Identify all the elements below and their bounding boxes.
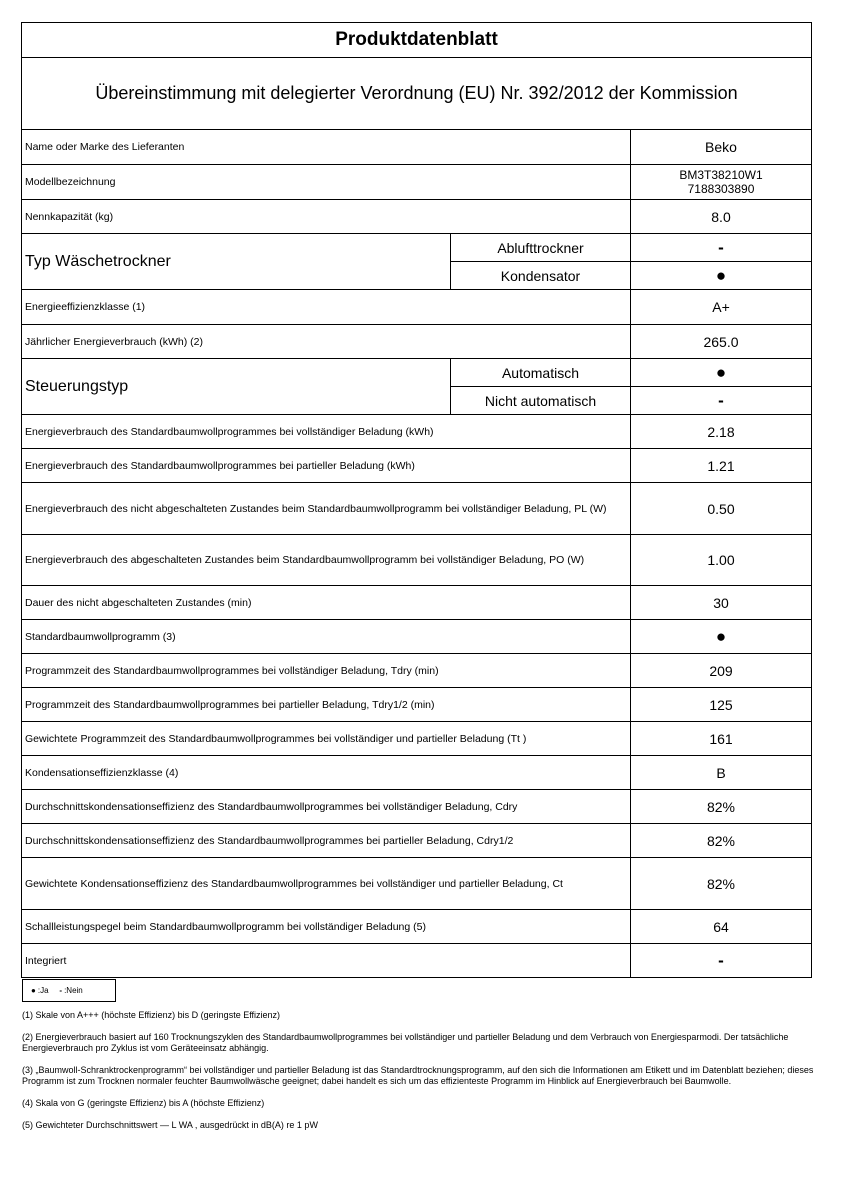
row-value: 0.50 — [631, 483, 812, 535]
row-value: 2.18 — [631, 415, 812, 449]
annual-energy-value: 265.0 — [631, 325, 812, 359]
energy-class-label: Energieeffizienzklasse (1) — [22, 290, 631, 325]
row-label: Durchschnittskondensationseffizienz des Standardbaumwollprogrammes bei partieller Beladung, Cdry1/2 — [22, 824, 631, 858]
row-label: Kondensationseffizienzklasse (4) — [22, 756, 631, 790]
dryer-type-option: Ablufttrockner — [451, 234, 631, 262]
row-label: Dauer des nicht abgeschalteten Zustandes (min) — [22, 586, 631, 620]
footnote: (3) „Baumwoll-Schranktrockenprogramm“ bei vollständiger und partieller Beladung ist das Standardtrocknungsprogramm, auf den sich die Informationen am Etikett und im Datenblatt beziehen; dieses Programm ist zum Trocknen normaler feuchter Baumwollwäsche geeignet; dabei handelt es sich um das effizienteste Programm im Hinblick auf Energieverbrauch bei Baumwolle. — [22, 1065, 814, 1086]
footnote: (4) Skala von G (geringste Effizienz) bis A (höchste Effizienz) — [22, 1098, 265, 1108]
energy-class-value: A+ — [631, 290, 812, 325]
table-row — [22, 325, 812, 359]
table-row — [22, 688, 812, 722]
row-value: - — [631, 944, 812, 978]
dryer-type-label: Typ Wäschetrockner — [22, 234, 451, 290]
row-label: Integriert — [22, 944, 631, 978]
yes-label: :Ja — [37, 986, 49, 995]
yes-bullet-icon: ● — [31, 986, 36, 995]
supplier-value: Beko — [631, 130, 812, 165]
table-row — [22, 620, 812, 654]
row-value: 161 — [631, 722, 812, 756]
no-dash-icon: - — [59, 986, 63, 995]
row-label: Schallleistungspegel beim Standardbaumwollprogramm bei vollständiger Beladung (5) — [22, 910, 631, 944]
control-type-label: Steuerungstyp — [22, 359, 451, 415]
table-row — [22, 858, 812, 910]
capacity-label: Nennkapazität (kg) — [22, 200, 631, 234]
page-title: Produktdatenblatt — [22, 23, 812, 58]
title-row — [22, 23, 812, 58]
model-code: 7188303890 — [687, 182, 755, 196]
dryer-type-option: Kondensator — [451, 262, 631, 290]
row-label: Gewichtete Programmzeit des Standardbaumwollprogrammes bei vollständiger und partieller Beladung (Tt ) — [22, 722, 631, 756]
row-value: 82% — [631, 858, 812, 910]
capacity-value: 8.0 — [631, 200, 812, 234]
model-number: BM3T38210W1 — [679, 168, 763, 182]
model-value — [631, 165, 812, 200]
row-value: ● — [631, 620, 812, 654]
row-label: Programmzeit des Standardbaumwollprogrammes bei partieller Beladung, Tdry1/2 (min) — [22, 688, 631, 722]
dryer-type-value: ● — [631, 262, 812, 290]
table-row — [22, 944, 812, 978]
row-value: 30 — [631, 586, 812, 620]
row-label: Standardbaumwollprogramm (3) — [22, 620, 631, 654]
row-value: 209 — [631, 654, 812, 688]
table-row — [22, 165, 812, 200]
data-table — [21, 22, 812, 978]
table-row — [22, 234, 812, 262]
table-row — [22, 824, 812, 858]
control-type-option: Nicht automatisch — [451, 387, 631, 415]
row-value: 125 — [631, 688, 812, 722]
footnote: (2) Energieverbrauch basiert auf 160 Trocknungszyklen des Standardbaumwollprogrammes bei vollständiger und partieller Beladung und dem Verbrauch von Energiesparmodi. Der tatsächliche Energieverbrauch pro Zyklus ist vom Geräteeinsatz abhängig. — [22, 1032, 789, 1053]
row-value: 1.21 — [631, 449, 812, 483]
table-row — [22, 586, 812, 620]
table-row — [22, 449, 812, 483]
annual-energy-label: Jährlicher Energieverbrauch (kWh) (2) — [22, 325, 631, 359]
table-row — [22, 130, 812, 165]
no-label: :Nein — [64, 986, 83, 995]
model-label: Modellbezeichnung — [22, 165, 631, 200]
table-row — [22, 290, 812, 325]
dryer-type-value: - — [631, 234, 812, 262]
footnote: (1) Skale von A+++ (höchste Effizienz) bis D (geringste Effizienz) — [22, 1010, 281, 1020]
row-value: 82% — [631, 790, 812, 824]
row-label: Energieverbrauch des Standardbaumwollprogrammes bei partieller Beladung (kWh) — [22, 449, 631, 483]
supplier-label: Name oder Marke des Lieferanten — [22, 130, 631, 165]
row-label: Energieverbrauch des nicht abgeschalteten Zustandes beim Standardbaumwollprogramm bei vollständiger Beladung, PL (W) — [22, 483, 631, 535]
table-row — [22, 200, 812, 234]
row-label: Durchschnittskondensationseffizienz des Standardbaumwollprogrammes bei vollständiger Beladung, Cdry — [22, 790, 631, 824]
table-row — [22, 756, 812, 790]
table-row — [22, 415, 812, 449]
symbol-legend — [22, 979, 116, 1002]
row-label: Energieverbrauch des abgeschalteten Zustandes beim Standardbaumwollprogramm bei vollständiger Beladung, PO (W) — [22, 535, 631, 586]
control-type-value: - — [631, 387, 812, 415]
table-row — [22, 722, 812, 756]
control-type-value: ● — [631, 359, 812, 387]
table-row — [22, 483, 812, 535]
control-type-option: Automatisch — [451, 359, 631, 387]
table-row — [22, 654, 812, 688]
row-label: Gewichtete Kondensationseffizienz des Standardbaumwollprogrammes bei vollständiger und partieller Beladung, Ct — [22, 858, 631, 910]
row-label: Energieverbrauch des Standardbaumwollprogrammes bei vollständiger Beladung (kWh) — [22, 415, 631, 449]
row-value: B — [631, 756, 812, 790]
regulation-subtitle: Übereinstimmung mit delegierter Verordnung (EU) Nr. 392/2012 der Kommission — [22, 58, 812, 130]
footnote: (5) Gewichteter Durchschnittswert — L WA , ausgedrückt in dB(A) re 1 pW — [22, 1120, 318, 1130]
row-value: 64 — [631, 910, 812, 944]
footnotes — [22, 1010, 830, 1142]
table-row — [22, 790, 812, 824]
row-label: Programmzeit des Standardbaumwollprogrammes bei vollständiger Beladung, Tdry (min) — [22, 654, 631, 688]
table-row — [22, 910, 812, 944]
table-row — [22, 359, 812, 387]
table-row — [22, 535, 812, 586]
row-value: 82% — [631, 824, 812, 858]
product-data-sheet — [21, 22, 811, 978]
subtitle-row — [22, 58, 812, 130]
row-value: 1.00 — [631, 535, 812, 586]
